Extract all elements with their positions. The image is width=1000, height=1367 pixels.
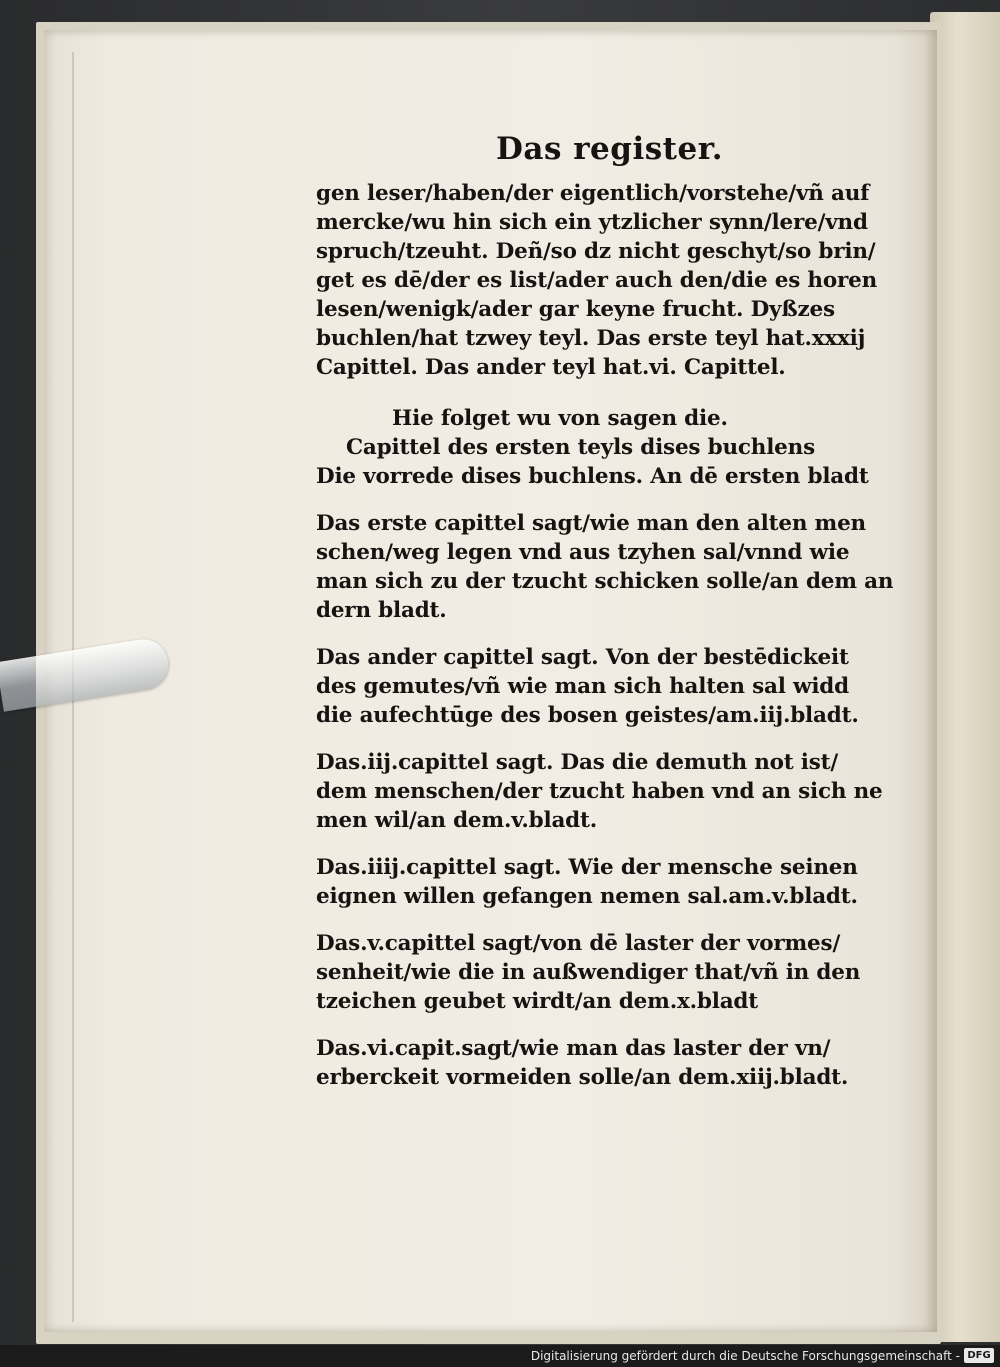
- text-line: Das.iij.capittel sagt. Das die demuth not ist/: [316, 750, 839, 775]
- text-line: die aufechtūge des bosen geistes/am.iij.bladt.: [316, 703, 859, 728]
- text-line: schen/weg legen vnd aus tzyhen sal/vnnd wie: [316, 540, 850, 565]
- register-text: [316, 125, 894, 1092]
- text-line: des gemutes/vñ wie man sich halten sal widd: [316, 674, 849, 699]
- text-line: spruch/tzeuht. Deñ/so dz nicht geschyt/so brin/: [316, 239, 876, 264]
- register-entry: [316, 1034, 866, 1092]
- text-line: get es dē/der es list/ader auch den/die es horen: [316, 268, 878, 293]
- footer-bar: [0, 1345, 1000, 1367]
- text-line: man sich zu der tzucht schicken solle/an dem an: [316, 569, 894, 594]
- text-line: gen leser/haben/der eigentlich/vorstehe/vñ auf: [316, 181, 870, 206]
- text-line: mercke/wu hin sich ein ytzlicher synn/lere/vnd: [316, 210, 868, 235]
- text-line: Das ander capittel sagt. Von der bestēdickeit: [316, 645, 849, 670]
- funding-credit: Digitalisierung gefördert durch die Deutsche Forschungsgemeinschaft -: [530, 1349, 960, 1363]
- register-entry: [316, 853, 866, 911]
- register-entry: [316, 748, 883, 835]
- text-line: Capittel. Das ander teyl hat.vi. Capittel.: [316, 355, 786, 380]
- text-line: Die vorrede dises buchlens. An dē ersten bladt: [316, 464, 869, 489]
- text-line: Hie folget wu von sagen die.: [392, 406, 728, 431]
- dfg-logo-icon: DFG: [964, 1348, 994, 1363]
- text-line: dem menschen/der tzucht haben vnd an sich ne: [316, 779, 883, 804]
- text-line: dern bladt.: [316, 598, 447, 623]
- text-line: Das.iiij.capittel sagt. Wie der mensche seinen: [316, 855, 858, 880]
- text-line: erberckeit vormeiden solle/an dem.xiij.bladt.: [316, 1065, 849, 1090]
- register-entry: [316, 509, 894, 625]
- text-line: tzeichen geubet wirdt/an dem.x.bladt: [316, 989, 758, 1014]
- register-entry: [316, 643, 866, 730]
- intro-paragraph: [316, 179, 878, 382]
- text-line: lesen/wenigk/ader gar keyne frucht. Dyßzes: [316, 297, 835, 322]
- register-entry: [316, 929, 866, 1016]
- text-line: Das erste capittel sagt/wie man den alten men: [316, 511, 866, 536]
- text-line: buchlen/hat tzwey teyl. Das erste teyl hat.xxxij: [316, 326, 866, 351]
- section-heading: [316, 404, 869, 491]
- text-line: Capittel des ersten teyls dises buchlens: [346, 435, 815, 460]
- page-heading: Das register.: [496, 131, 723, 167]
- text-line: Das.vi.capit.sagt/wie man das laster der vn/: [316, 1036, 831, 1061]
- text-line: senheit/wie die in außwendiger that/vñ in den: [316, 960, 861, 985]
- text-line: men wil/an dem.v.bladt.: [316, 808, 598, 833]
- text-line: eignen willen gefangen nemen sal.am.v.bladt.: [316, 884, 858, 909]
- text-line: Das.v.capittel sagt/von dē laster der vormes/: [316, 931, 841, 956]
